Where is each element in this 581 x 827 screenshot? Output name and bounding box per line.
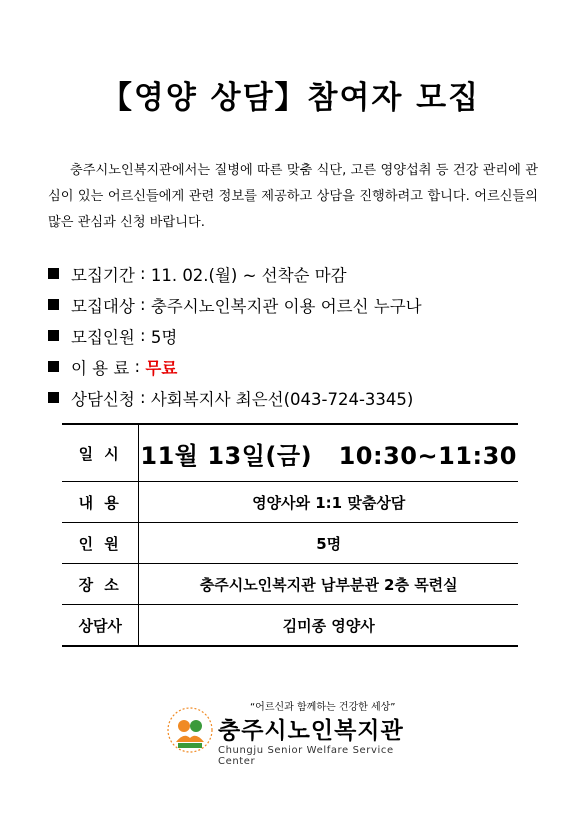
bullet-value: 11. 02.(월) ~ 선착순 마감	[150, 265, 347, 285]
table-row	[62, 564, 518, 605]
square-bullet-icon	[48, 361, 59, 372]
organization-logo	[166, 700, 426, 770]
row-key: 일 시	[62, 424, 139, 482]
bullet-value: 사회복지사 최은선(043-724-3345)	[150, 389, 414, 409]
info-bullet-list	[48, 258, 548, 413]
square-bullet-icon	[48, 392, 59, 403]
row-value: 영양사와 1:1 맞춤상담	[139, 482, 518, 523]
table-row	[62, 605, 518, 647]
slogan: “어르신과 함께하는 건강한 세상”	[250, 702, 396, 713]
bullet-value-free: 무료	[145, 358, 178, 378]
row-value: 5명	[139, 523, 518, 564]
bullet-target: 모집대상 : 충주시노인복지관 이용 어르신 누구나	[48, 289, 548, 320]
bullet-apply: 상담신청 : 사회복지사 최은선(043-724-3345)	[48, 382, 548, 413]
bullet-label: 상담신청	[71, 389, 135, 409]
bullet-period: 모집기간 : 11. 02.(월) ~ 선착순 마감	[48, 258, 548, 289]
table-row	[62, 523, 518, 564]
table-row	[62, 424, 518, 482]
row-key: 상담사	[62, 605, 139, 647]
bullet-fee: 이 용 료 : 무료	[48, 351, 548, 382]
emblem-icon	[166, 706, 214, 754]
row-value: 11월 13일(금) 10:30~11:30	[139, 424, 518, 482]
org-name: 충주시노인복지관	[218, 718, 404, 744]
org-name-en: Chungju Senior Welfare Service Center	[218, 745, 394, 767]
square-bullet-icon	[48, 330, 59, 341]
page-title: 【영양 상담】참여자 모집	[100, 80, 481, 116]
schedule-table	[62, 423, 518, 647]
square-bullet-icon	[48, 268, 59, 279]
bullet-value: 충주시노인복지관 이용 어르신 누구나	[150, 296, 422, 316]
row-value: 충주시노인복지관 남부분관 2층 목련실	[139, 564, 518, 605]
row-key: 인 원	[62, 523, 139, 564]
square-bullet-icon	[48, 299, 59, 310]
row-value: 김미종 영양사	[139, 605, 518, 647]
bullet-count: 모집인원 : 5명	[48, 320, 548, 351]
bullet-value: 5명	[150, 327, 178, 347]
bullet-label: 이 용 료	[71, 358, 130, 378]
intro-paragraph: 충주시노인복지관에서는 질병에 따른 맞춤 식단, 고른 영양섭취 등 건강 관리에 관심이 있는 어르신들에게 관련 정보를 제공하고 상담을 진행하려고 합니다. 어르신들의 많은 관심과 신청 바랍니다.	[48, 163, 538, 230]
row-key: 내 용	[62, 482, 139, 523]
bullet-label: 모집대상	[71, 296, 135, 316]
row-key: 장 소	[62, 564, 139, 605]
bullet-label: 모집기간	[71, 265, 135, 285]
bullet-label: 모집인원	[71, 327, 135, 347]
table-row	[62, 482, 518, 523]
